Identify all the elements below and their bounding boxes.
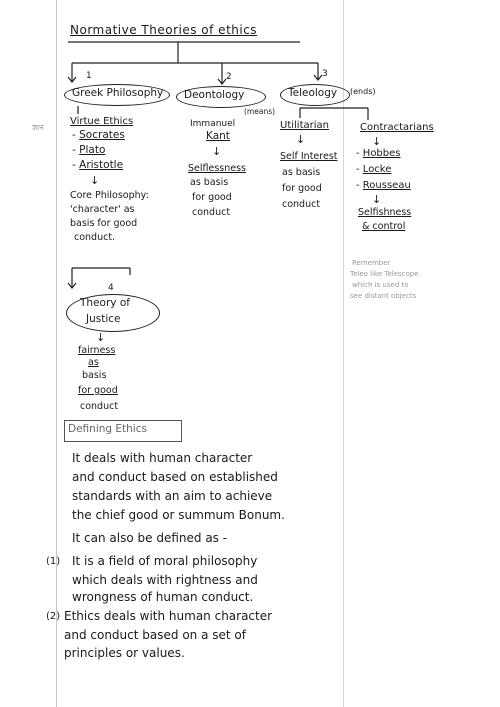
justice-label-line-2: Justice [86, 313, 121, 325]
greek-core-line-3: basis for good [70, 218, 138, 229]
deontology-arrow: ↓ [212, 145, 222, 158]
utilitarian-basis-line-3: for good [282, 183, 322, 194]
virtue-ethics-label: Virtue Ethics [70, 116, 134, 127]
para1-line-2: and conduct based on established [72, 470, 278, 484]
branch-number-1: 1 [86, 71, 92, 81]
contractarians-arrow: ↓ [372, 135, 382, 148]
deontology-basis-line-4: conduct [192, 207, 231, 218]
remember-line-2: Teleo like Telescope [350, 270, 419, 278]
utilitarian-basis-line-1: Self Interest [280, 151, 338, 162]
deontology-thinker-line-1: Immanuel [190, 119, 236, 129]
justice-basis-line-1: fairness [78, 345, 116, 356]
remember-line-1: Remember [352, 259, 391, 267]
def2-line-3: principles or values. [64, 646, 185, 660]
defining-ethics-heading: Defining Ethics [68, 423, 147, 435]
justice-basis-line-3: basis [82, 370, 107, 381]
greek-thinker-socrates: - Socrates [72, 129, 125, 141]
deontology-label: Deontology [184, 89, 245, 101]
deontology-basis-line-1: Selflessness [188, 163, 247, 174]
contractarian-thinker-locke: - Locke [356, 164, 392, 175]
contractarian-thinker-hobbes: - Hobbes [356, 148, 401, 159]
def2-number: (2) [46, 611, 61, 622]
margin-note: ज्ञान [32, 123, 44, 132]
para1-line-3: standards with an aim to achieve [72, 489, 273, 503]
utilitarian-basis-line-2: as basis [282, 167, 321, 178]
also-defined-line: It can also be defined as - [72, 531, 228, 545]
remember-line-3: which is used to [352, 281, 409, 289]
contractarians-arrow-2: ↓ [372, 193, 382, 206]
greek-core-line-4: conduct. [74, 232, 116, 243]
def2-line-1: Ethics deals with human character [64, 609, 273, 623]
justice-basis-line-2: as [88, 357, 99, 368]
def1-number: (1) [46, 556, 61, 567]
remember-line-4: see distant objects [350, 292, 417, 300]
def1-line-3: wrongness of human conduct. [72, 590, 254, 604]
page-title: Normative Theories of ethics [70, 23, 258, 37]
contractarians-label: Contractarians [360, 122, 434, 133]
utilitarian-arrow: ↓ [296, 133, 306, 146]
justice-arrow: ↓ [96, 331, 106, 344]
greek-core-line-1: Core Philosophy: [70, 190, 149, 201]
justice-basis-line-4: for good [78, 385, 118, 396]
teleology-note: (ends) [350, 87, 376, 96]
utilitarian-basis-line-4: conduct [282, 199, 321, 210]
branch-number-2: 2 [226, 72, 232, 82]
greek-philosophy-label: Greek Philosophy [72, 87, 164, 99]
teleology-label: Teleology [288, 87, 338, 99]
def1-line-1: It is a field of moral philosophy [72, 554, 258, 568]
deontology-basis-line-3: for good [192, 192, 232, 203]
deontology-note: (means) [244, 107, 276, 116]
branch-number-4: 4 [108, 283, 114, 293]
contractarian-basis-line-2: & control [362, 221, 406, 232]
greek-arrow: ↓ [90, 174, 100, 187]
deontology-basis-line-2: as basis [190, 177, 229, 188]
def2-line-2: and conduct based on a set of [64, 628, 246, 642]
def1-line-2: which deals with rightness and [72, 573, 258, 587]
greek-thinker-plato: - Plato [72, 144, 106, 156]
deontology-thinker-line-2: Kant [206, 130, 230, 142]
branch-number-3: 3 [322, 69, 328, 79]
greek-core-line-2: 'character' as [70, 204, 135, 215]
utilitarian-label: Utilitarian [280, 120, 329, 131]
justice-label-line-1: Theory of [80, 297, 130, 309]
contractarian-basis-line-1: Selfishness [358, 207, 412, 218]
greek-thinker-aristotle: - Aristotle [72, 159, 124, 171]
para1-line-1: It deals with human character [72, 451, 253, 465]
contractarian-thinker-rousseau: - Rousseau [356, 180, 411, 191]
justice-basis-line-5: conduct [80, 401, 119, 412]
para1-line-4: the chief good or summum Bonum. [72, 508, 285, 522]
